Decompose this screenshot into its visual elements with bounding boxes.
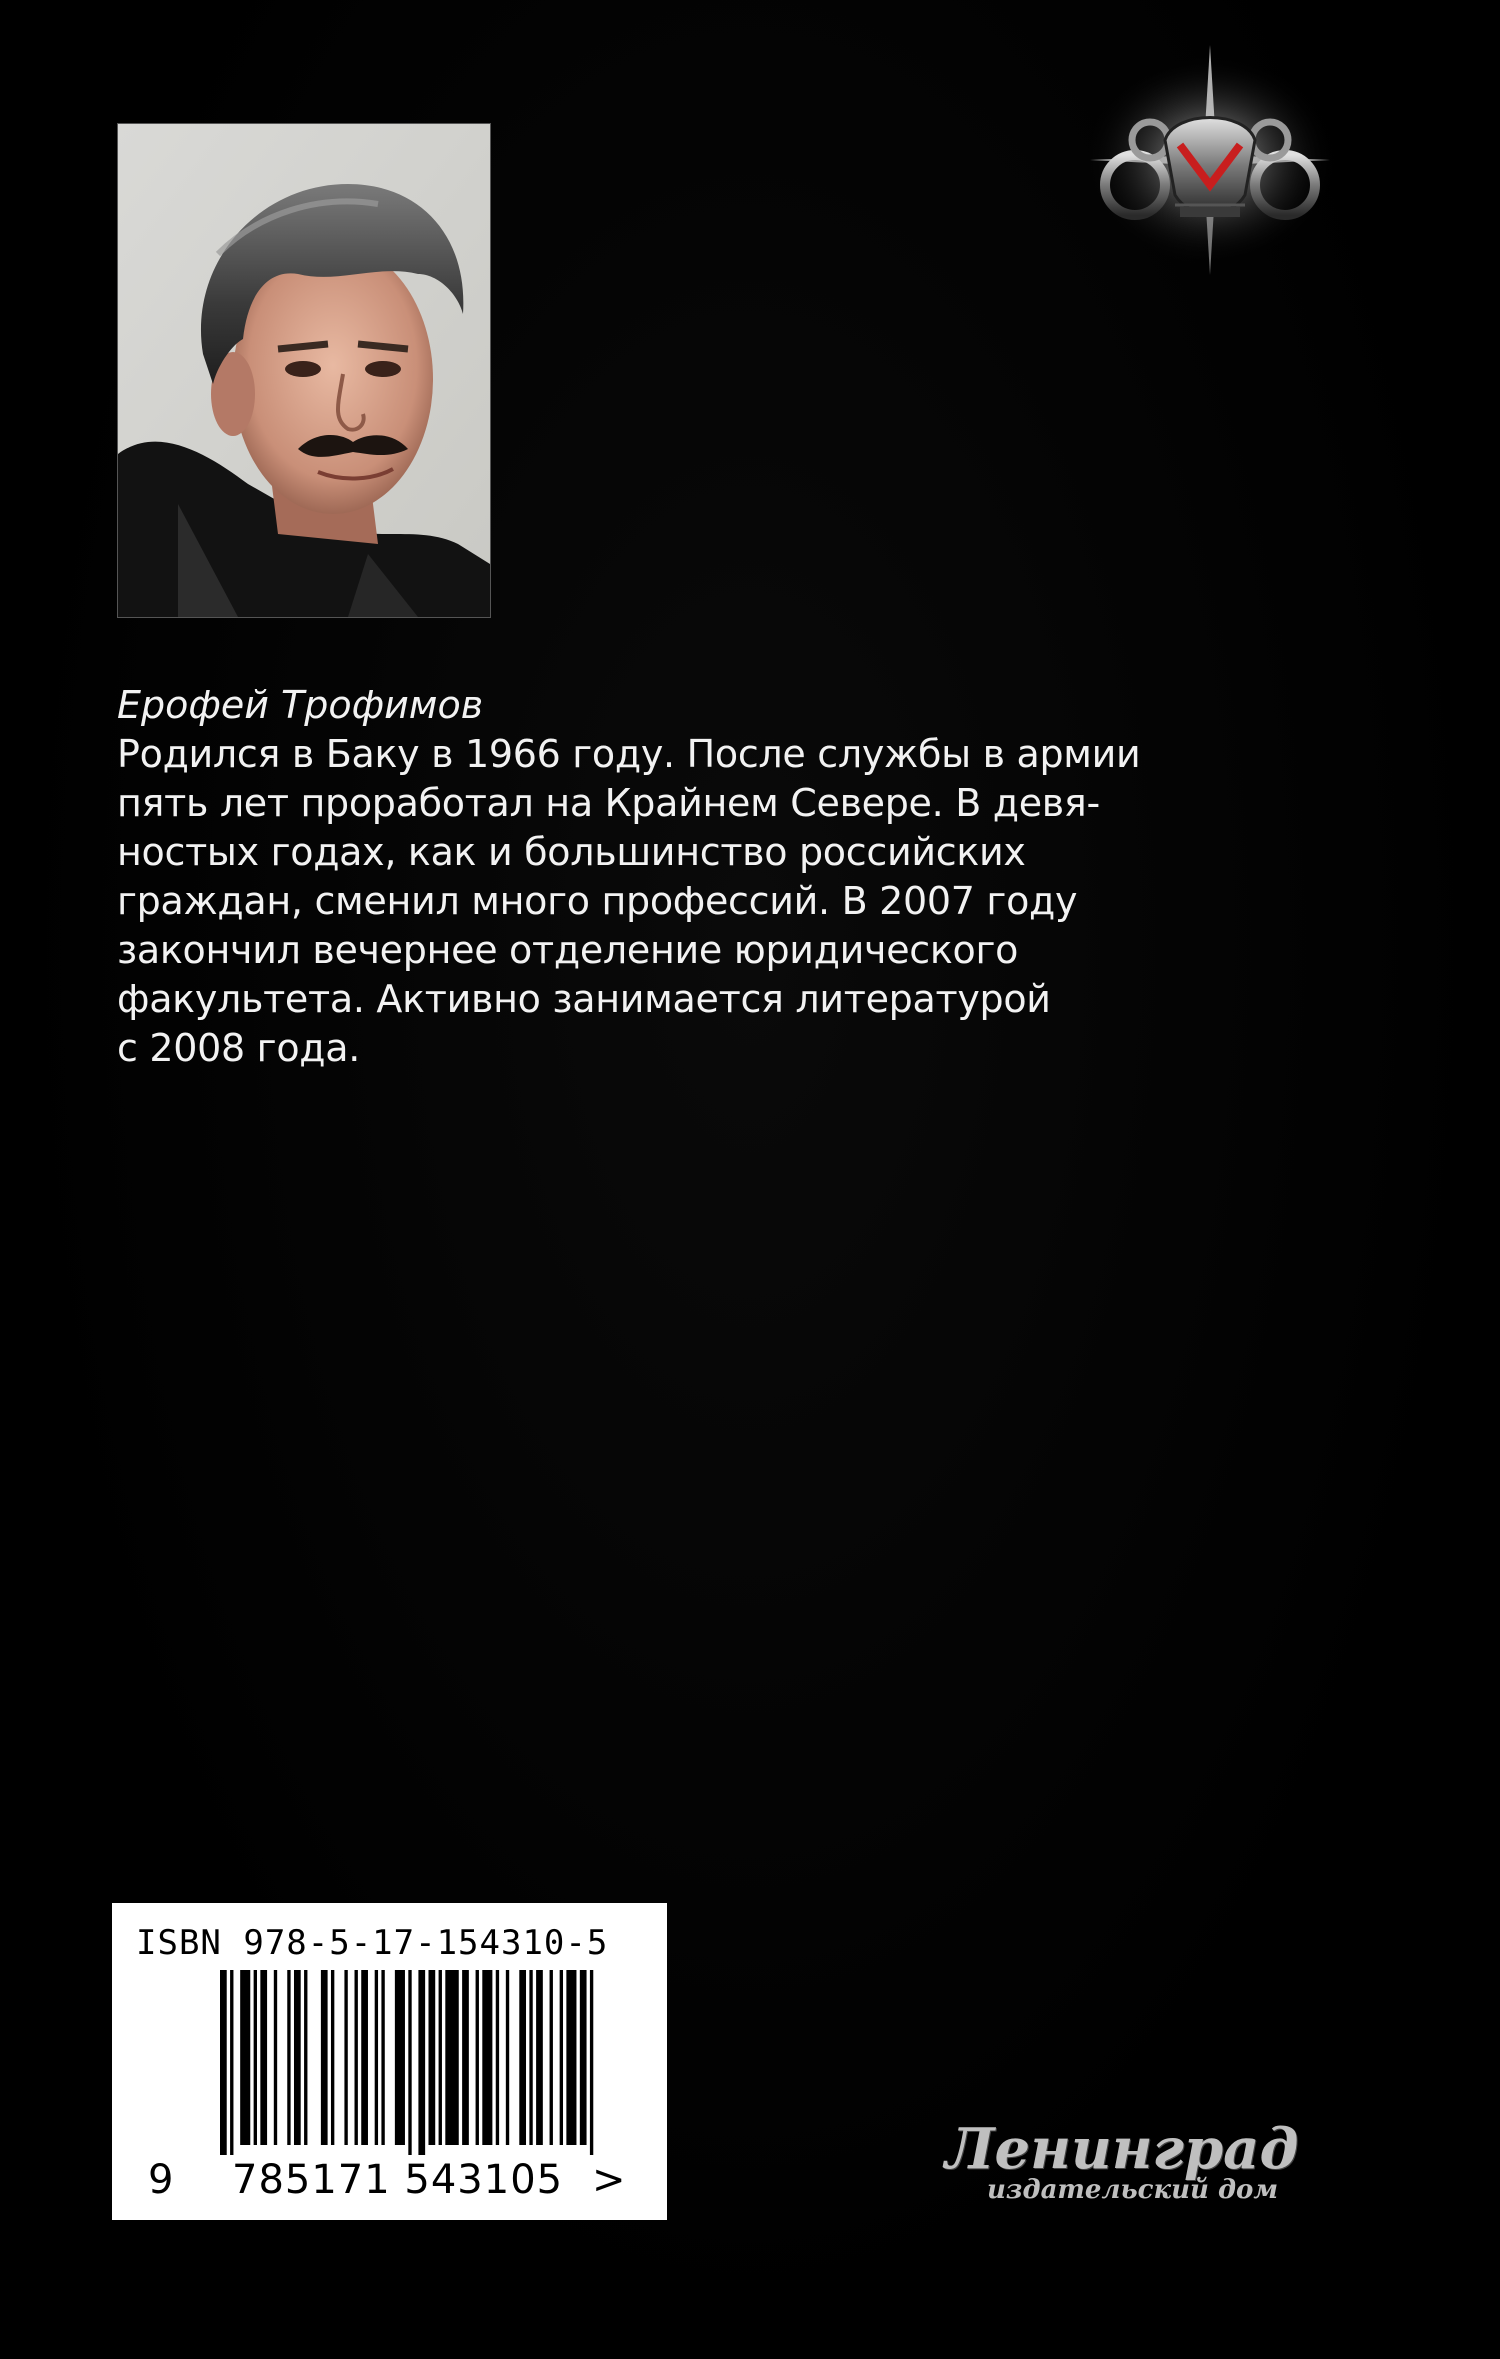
ean-first-digit: 9 — [148, 2157, 175, 2203]
barcode-bar — [428, 1970, 435, 2145]
publisher-logo — [945, 2117, 1325, 2227]
bio-line: Родился в Баку в 1966 году. После службы в армии — [117, 732, 1141, 776]
barcode-bar — [408, 1970, 411, 2155]
isbn-barcode — [112, 1903, 667, 2220]
barcode-bar — [529, 1970, 532, 2145]
bio-line: граждан, сменил много профессий. В 2007 году — [117, 879, 1078, 923]
barcode-bar — [550, 1970, 553, 2145]
bio-line: пять лет проработал на Крайнем Севере. В девя- — [117, 781, 1100, 825]
barcode-bar — [439, 1970, 442, 2145]
barcode-bars — [220, 1970, 600, 2155]
barcode-bar — [220, 1970, 227, 2155]
barcode-bar — [519, 1970, 526, 2145]
barcode-bar — [580, 1970, 587, 2145]
ean-arrow: > — [592, 2157, 626, 2203]
publisher-name: Ленинград — [945, 2116, 1299, 2182]
barcode-bar — [355, 1970, 358, 2145]
barcode-bar — [560, 1970, 563, 2145]
barcode-bar — [445, 1970, 458, 2145]
author-name: Ерофей Трофимов — [117, 683, 484, 727]
barcode-bar — [240, 1970, 250, 2145]
barcode-bar — [361, 1970, 368, 2145]
barcode-bar — [304, 1970, 307, 2145]
ean-rest-digits: 785171 543105 — [232, 2157, 564, 2203]
barcode-bar — [287, 1970, 290, 2145]
series-emblem-icon — [1080, 45, 1340, 275]
barcode-bar — [590, 1970, 593, 2155]
barcode-bar — [375, 1970, 378, 2145]
barcode-bar — [274, 1970, 277, 2145]
barcode-bar — [260, 1970, 267, 2145]
barcode-bar — [418, 1970, 425, 2155]
barcode-bar — [294, 1970, 301, 2145]
publisher-subtitle: издательский дом — [987, 2175, 1279, 2205]
barcode-bar — [536, 1970, 543, 2145]
barcode-bar — [506, 1970, 509, 2145]
author-info — [117, 680, 1147, 1073]
ean-digits — [148, 2156, 564, 2204]
author-photo — [117, 123, 491, 618]
barcode-bar — [381, 1970, 384, 2145]
barcode-bar — [462, 1970, 469, 2145]
bio-line: с 2008 года. — [117, 1026, 361, 1070]
barcode-bar — [566, 1970, 576, 2145]
barcode-bar — [254, 1970, 257, 2145]
barcode-bar — [482, 1970, 492, 2145]
barcode-bar — [395, 1970, 405, 2145]
author-bio — [117, 730, 1147, 1073]
author-portrait-image — [118, 124, 490, 617]
bio-line: закончил вечернее отделение юридического — [117, 928, 1019, 972]
barcode-bar — [496, 1970, 499, 2145]
isbn-label: ISBN 978-5-17-154310-5 — [136, 1923, 609, 1963]
barcode-bar — [344, 1970, 347, 2145]
bio-line: факультета. Активно занимается литературой — [117, 977, 1051, 1021]
barcode-bar — [230, 1970, 233, 2155]
barcode-bar — [321, 1970, 328, 2145]
barcode-bar — [331, 1970, 334, 2145]
bio-line: ностых годах, как и большинство российских — [117, 830, 1026, 874]
barcode-bar — [476, 1970, 479, 2145]
